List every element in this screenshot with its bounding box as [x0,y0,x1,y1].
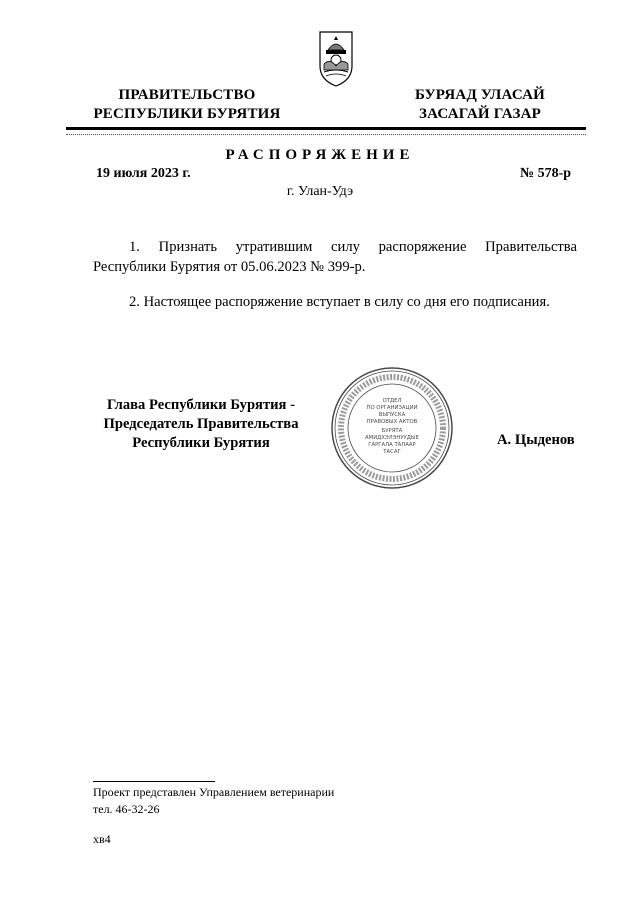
seal-text: ГАРГАЛА ТАЛААР [368,442,416,448]
seal-text: АМИДХЭЛЭНУУДЫЕ [365,435,419,441]
footer-note [93,784,334,818]
footer-note-line: Проект представлен Управлением ветеринарии [93,785,335,799]
signatory-name: А. Цыденов [497,432,575,448]
header-right [400,86,560,124]
seal-text: БУРЯТА [381,428,403,434]
document-city: г. Улан-Удэ [286,184,354,199]
header-divider [66,127,586,130]
document-title: РАСПОРЯЖЕНИЕ [225,147,415,163]
header-left-line: ПРАВИТЕЛЬСТВО [118,87,256,103]
coat-of-arms-icon [316,28,356,88]
footer-code: хв4 [93,832,111,846]
footer-divider [93,781,215,782]
seal-text: ПРАВОВЫХ АКТОВ [366,419,418,425]
body-paragraph: 1. Признать утратившим силу распоряжение Правительства Республики Бурятия от 05.06.2023 № 399-р. [93,239,577,275]
header-left [82,86,292,124]
signatory-title [90,396,312,453]
body-paragraph: 2. Настоящее распоряжение вступает в силу со дня его подписания. [129,294,550,310]
header-dotted-divider [66,134,586,135]
seal-text: ПО ОРГАНИЗАЦИИ [366,405,418,411]
signatory-title-line: Глава Республики Бурятия - [107,397,295,413]
document-date: 19 июля 2023 г. [96,166,191,181]
signatory-title-line: Председатель Правительства [103,416,299,432]
seal-text: ВЫПУСКА [378,412,406,418]
footer-note-line: тел. 46-32-26 [93,802,160,816]
header-right-line: ЗАСАГАЙ ГАЗАР [419,106,541,122]
header-left-line: РЕСПУБЛИКИ БУРЯТИЯ [93,106,281,122]
document-number: № 578-р [520,166,572,181]
seal-text: ОТДЕЛ [382,398,402,404]
official-seal-icon [330,366,454,490]
signatory-title-line: Республики Бурятия [132,435,270,451]
header-right-line: БУРЯАД УЛАСАЙ [414,87,546,103]
seal-text: ТАСАГ [383,449,401,455]
